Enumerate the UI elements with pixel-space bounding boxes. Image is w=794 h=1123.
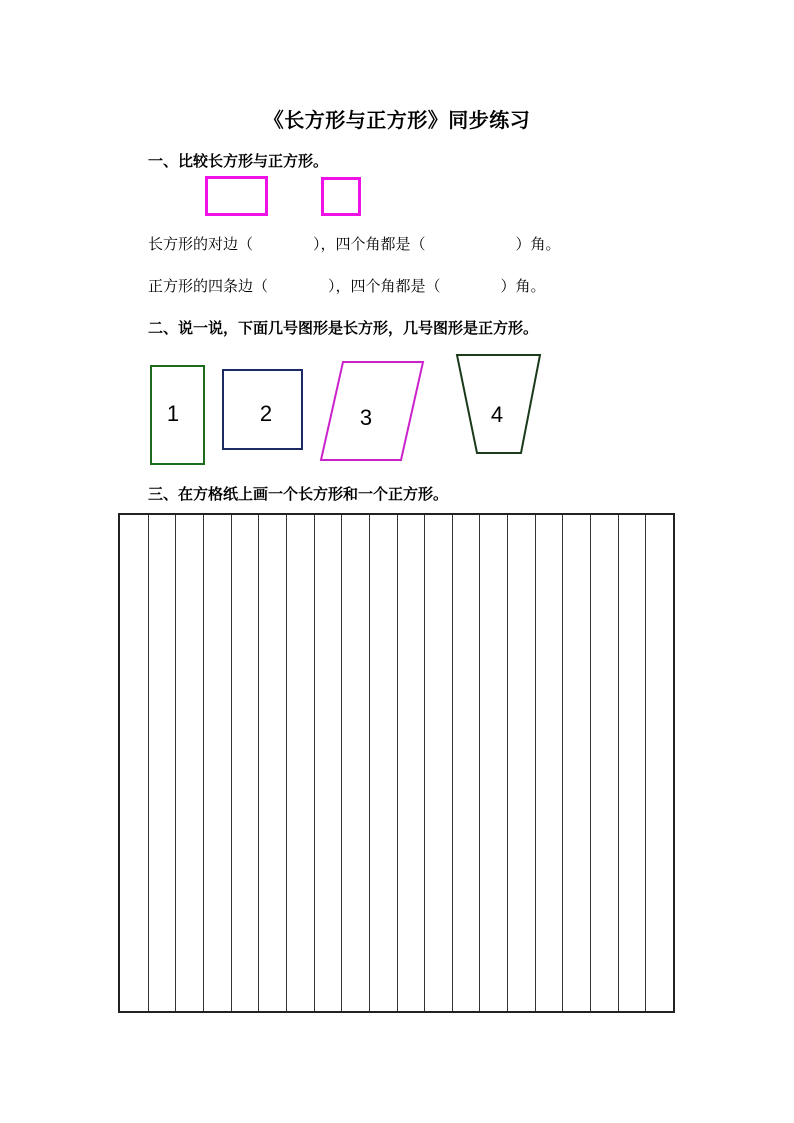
- grid-line: [535, 515, 536, 1011]
- grid-line: [562, 515, 563, 1011]
- grid-line: [369, 515, 370, 1011]
- grid-line: [645, 515, 646, 1011]
- grid-line: [286, 515, 287, 1011]
- square-fill-in-line: 正方形的四条边（ ），四个角都是（ ）角。: [148, 277, 546, 295]
- grid-line: [397, 515, 398, 1011]
- grid-line: [203, 515, 204, 1011]
- shape-1-number: 1: [166, 401, 180, 426]
- grid-line: [507, 515, 508, 1011]
- grid-paper: [118, 513, 675, 1013]
- grid-line: [258, 515, 259, 1011]
- section2-heading: 二、说一说，下面几号图形是长方形，几号图形是正方形。: [148, 319, 539, 337]
- grid-line: [618, 515, 619, 1011]
- grid-line: [175, 515, 176, 1011]
- rectangle-fill-in-line: 长方形的对边（ ），四个角都是（ ）角。: [148, 235, 561, 253]
- grid-line: [341, 515, 342, 1011]
- grid-line: [314, 515, 315, 1011]
- shape-1: [151, 366, 204, 464]
- grid-line: [590, 515, 591, 1011]
- shape-2: [223, 370, 302, 449]
- grid-line: [424, 515, 425, 1011]
- shape-3: [321, 362, 423, 460]
- shape-4-number: 4: [490, 402, 504, 427]
- grid-line: [148, 515, 149, 1011]
- shape-2-number: 2: [259, 401, 273, 426]
- grid-line: [231, 515, 232, 1011]
- page-title: 《长方形与正方形》同步练习: [263, 108, 531, 132]
- grid-line: [479, 515, 480, 1011]
- grid-line: [452, 515, 453, 1011]
- shape-3-number: 3: [359, 405, 373, 430]
- section3-heading: 三、在方格纸上画一个长方形和一个正方形。: [148, 485, 449, 503]
- section1-heading: 一、比较长方形与正方形。: [148, 152, 329, 170]
- shape-4: [457, 355, 540, 453]
